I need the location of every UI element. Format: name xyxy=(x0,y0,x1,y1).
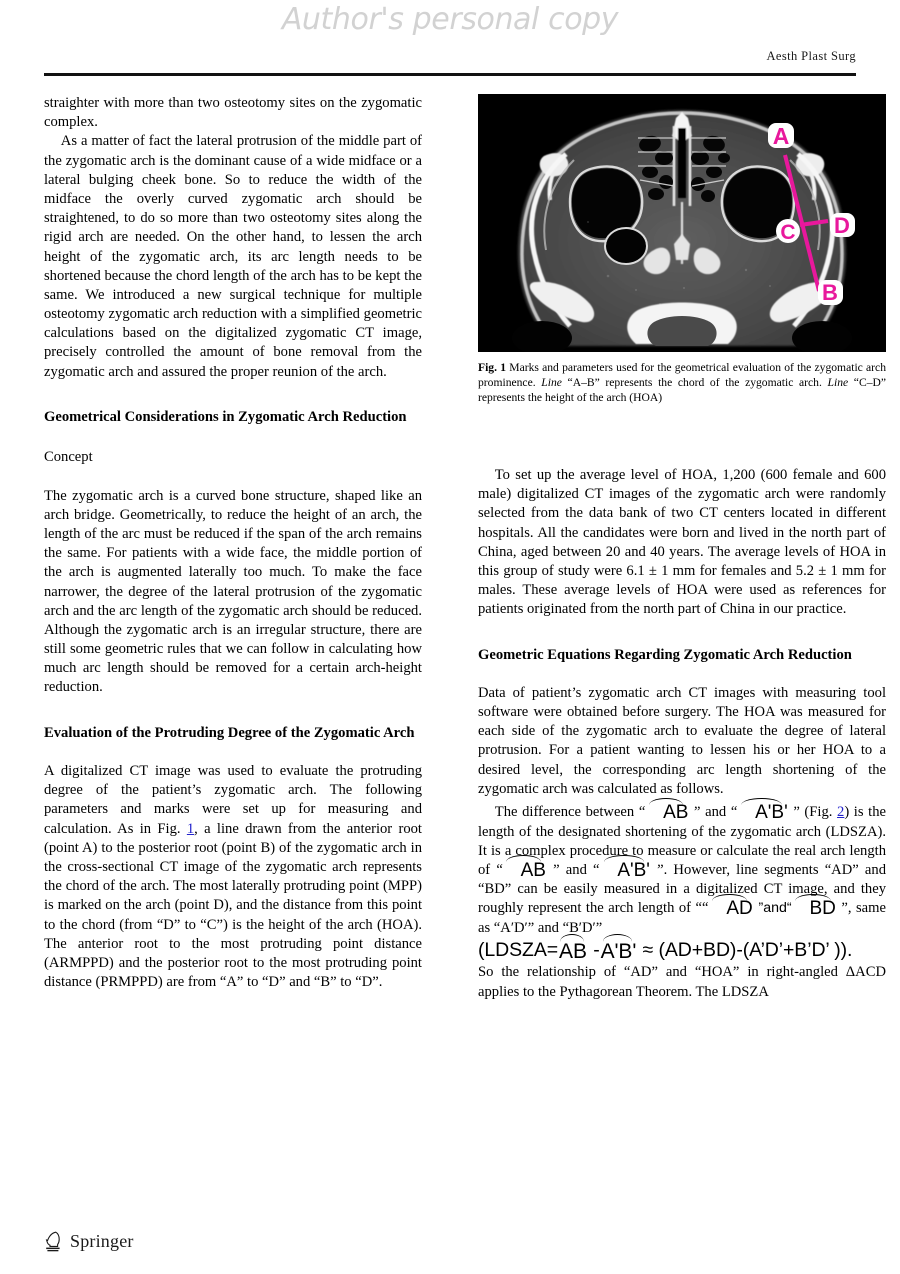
left-text-column xyxy=(44,94,422,992)
ct-image-frame xyxy=(478,94,886,352)
figure-1-caption xyxy=(478,360,886,405)
figure-1 xyxy=(478,94,886,405)
figure-1-caption-line-1: Line xyxy=(541,376,562,390)
equation-suffix: ≈ (AD+BD)-(A’D’+B’D’ )). xyxy=(637,938,853,961)
paragraph-average-hoa: To set up the average level of HOA, 1,200 (600 female and 600 male) digitalized CT images of the zygomatic arch were randomly selected from the data bank of two CT centers located in different hospitals. All the candidates were born and lived in the north part of China, aged between 20 and 40 years. The average levels of HOA in this group of study were 6.1 ± 1 mm for females and 5.2 ± 1 mm for males. These average levels of HOA were used as references for patients originated from the north part of China in our practice. xyxy=(478,467,886,618)
arc-notation-ab-1 xyxy=(645,803,689,822)
figure-1-caption-a: Marks and parameters used for the geometrical evaluation of the zygomatic arch prominence. xyxy=(478,361,886,390)
marker-label-b xyxy=(818,280,843,305)
springer-knight-logo-icon xyxy=(44,1231,63,1252)
heading-geometrical-considerations: Geometrical Considerations in Zygomatic Arch Reduction xyxy=(44,408,407,425)
paragraph-ldsza xyxy=(478,803,886,937)
ldsza-text-a: The difference between “ xyxy=(494,804,646,821)
paragraph-pythagorean: So the relationship of “AD” and “HOA” in right-angled ΔACD applies to the Pythagorean Theorem. The LDSZA xyxy=(478,964,886,1000)
arc-label-apbp-1: A'B' xyxy=(755,802,788,824)
ldsza-text-c: ” (Fig. xyxy=(788,804,838,821)
page-footer xyxy=(44,1231,134,1252)
paragraph-measuring-tool: Data of patient’s zygomatic arch CT images with measuring tool software were obtained before surgery. The HOA was measured for each side of the zygomatic arch to evaluate the degree of lateral protrusion. For a patient wanting to lessen his or her HOA to a desired level, the corresponding arc length shortening of the zygomatic arch was calculated as follows. xyxy=(478,684,886,797)
figure-1-caption-c: “C–D” represents the height of the arch (HOA) xyxy=(478,376,887,405)
ldsza-text-g: ”and“ xyxy=(753,900,792,917)
figure-1-label: Fig. 1 xyxy=(478,361,507,374)
figure-1-caption-b: “A–B” represents the chord of the zygomatic arch. xyxy=(561,376,828,390)
arc-cap-icon xyxy=(506,855,540,863)
marker-label-a xyxy=(768,123,794,149)
ldsza-text-e: ” and “ xyxy=(546,861,600,878)
paragraph-digitalized-ct-part-b: , a line drawn from the anterior root (point A) to the posterior root (point B) of the zygomatic arch in the cross-sectional CT image of the zygomatic arch represents the chord of the arch. The most laterally protruding point (MPP) is marked on the arch (point D), and the distance from this point to the chord (from “D” to “C”) is the height of the arch (HOA). The anterior root to the most protruding point distance (ARMPPD) and the posterior root to the most protruding point distance (PRMPPD) are from “A” to “D” and “B” to “D”. xyxy=(44,820,422,991)
arc-notation-apbp-2 xyxy=(600,861,651,880)
equation-arc-ab-label: AB xyxy=(559,939,587,963)
arc-notation-apbp-1 xyxy=(737,803,788,822)
figure-2-crossref-link[interactable]: 2 xyxy=(837,804,845,821)
arc-notation-bd xyxy=(792,899,837,918)
subheading-concept: Concept xyxy=(44,449,93,466)
ldsza-text-f: ”. However, line segments “AD” and “BD” can be easily measured in a digitalized CT image, and they roughly represent the arch length of ““ xyxy=(478,861,886,917)
heading-evaluation-protruding-degree: Evaluation of the Protruding Degree of the Zygomatic Arch xyxy=(44,724,415,741)
figure-1-crossref-link[interactable]: 1 xyxy=(186,820,195,837)
ct-scan-image xyxy=(478,94,886,352)
equation-prefix: (LDSZA= xyxy=(478,938,559,961)
equation-arc-apbp xyxy=(600,941,638,962)
svg-text:B: B xyxy=(822,280,838,305)
heading-geometric-equations: Geometric Equations Regarding Zygomatic Arch Reduction xyxy=(478,646,852,663)
svg-text:A: A xyxy=(772,123,790,149)
arc-cap-icon xyxy=(560,934,583,943)
svg-text:C: C xyxy=(780,221,796,244)
figure-1-caption-line-2: Line xyxy=(827,376,849,390)
header-divider-rule xyxy=(44,73,856,76)
running-head-journal-title: Aesth Plast Surg xyxy=(766,49,856,63)
svg-text:D: D xyxy=(834,213,850,238)
right-text-column xyxy=(478,466,886,1002)
paragraph-lateral-protrusion: As a matter of fact the lateral protrusion of the middle part of the zygomatic arch is the dominant cause of a wide midface or a lateral bulging cheek bone. So to reduce the width of the midface the overly curved zygomatic arch should be straightened, to do so more than two osteotomy sites along the rigid arch are needed. On the other hand, to lessen the arch height of the zygomatic arch, its arc length needs to be shortened because the chord length of the arch has to be kept the same. We introduced a new surgical technique for multiple osteotomy zygomatic arch reduction with a simplified geometric calculations based on the digitalized zygomatic CT image, precisely controlled the amount of bone removal from the zygomatic arch and assured the proper reunion of the arch. xyxy=(44,133,422,380)
arc-label-apbp-2: A'B' xyxy=(617,859,650,881)
arc-label-ab-2: AB xyxy=(520,859,546,881)
arc-cap-icon xyxy=(604,855,644,863)
marker-label-d xyxy=(830,213,855,238)
ldsza-text-d: ) is the length of the designated shortening of the zygomatic arch (LDSZA). It is a complex procedure to measure or calculate the real arch length of “ xyxy=(478,804,886,878)
arc-label-bd: BD xyxy=(809,898,836,920)
ldsza-text-b: ” and “ xyxy=(689,804,738,821)
authors-personal-copy-watermark: Author's personal copy xyxy=(281,2,619,37)
springer-wordmark: Springer xyxy=(70,1231,134,1251)
paragraph-digitalized-ct-part-a: A digitalized CT image was used to evaluate the protruding degree of the patient’s zygomatic arch. The following parameters and marks were set up for measuring and calculation. As in Fig. xyxy=(44,763,422,837)
equation-ldsza xyxy=(478,939,886,963)
equation-arc-apbp-label: A'B' xyxy=(600,939,637,963)
paragraph-continued: straighter with more than two osteotomy sites on the zygomatic complex. xyxy=(44,95,422,131)
equation-arc-ab xyxy=(558,941,588,962)
arc-notation-ad xyxy=(709,899,754,918)
equation-mid: - xyxy=(587,938,600,961)
arc-cap-icon xyxy=(603,934,632,943)
ldsza-text-h: ”, same as “A′D′” and “B′D′” xyxy=(478,900,886,936)
arc-notation-ab-2 xyxy=(503,861,547,880)
paragraph-arch-bridge: The zygomatic arch is a curved bone structure, shaped like an arch bridge. Geometrically, to reduce the height of an arch, the length of the arc must be reduced if the span of the arch remains the same. For patients with a wide face, the middle portion of the arch is augmented laterally too much. To make the face narrower, the degree of the lateral protrusion of the zygomatic arch and the arc length of the zygomatic arch should be reduced. Although the zygomatic arch is an irregular structure, there are still some geometric rules that we can follow in calculating how much arc length should be removed for a certain arch-height reduction. xyxy=(44,487,422,696)
paragraph-digitalized-ct xyxy=(44,762,422,992)
arc-label-ad: AD xyxy=(726,898,753,920)
arc-label-ab-1: AB xyxy=(663,802,689,824)
